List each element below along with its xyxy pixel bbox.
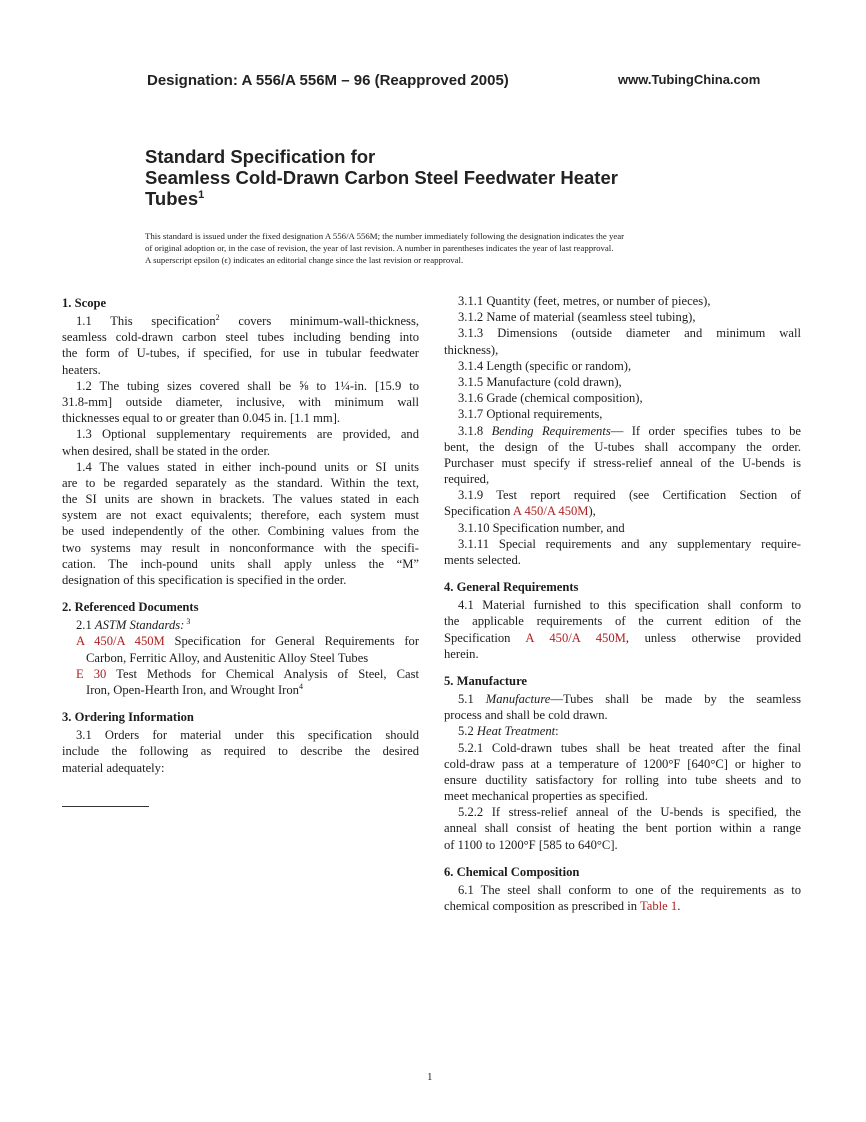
paragraph-line: 5.2.1 Cold-drawn tubes shall be heat treated after the final bbox=[458, 740, 801, 755]
paragraph-line: heaters. bbox=[62, 362, 101, 377]
section-heading-general-requirements: 4. General Requirements bbox=[444, 580, 579, 595]
list-item: required, bbox=[444, 472, 490, 487]
list-item bbox=[444, 503, 801, 519]
paragraph-line bbox=[62, 633, 419, 649]
paragraph-line: two systems may result in nonconformance with the specifi- bbox=[62, 540, 419, 555]
issuance-note-line-1: This standard is issued under the fixed designation A 556/A 556M; the number immediately following the designation indicates the year bbox=[145, 231, 625, 241]
text-span: ), bbox=[588, 504, 596, 519]
paragraph-line: system are not exact equivalents; therefore, each system must bbox=[62, 508, 419, 523]
text-span: Test Methods for Chemical Analysis of Steel, Cast bbox=[106, 666, 419, 681]
title-line-3 bbox=[145, 188, 785, 209]
text-span: Specification for General Requirements for bbox=[164, 634, 420, 649]
list-item: Purchaser must specify if stress-relief anneal of the U-bends is bbox=[444, 455, 801, 470]
list-item: 3.1.4 Length (specific or random), bbox=[458, 358, 632, 373]
text-span: Heat Treatment bbox=[476, 724, 556, 739]
paragraph-line: 3.1 Orders for material under this specification should bbox=[76, 728, 419, 743]
paragraph-line bbox=[444, 723, 801, 739]
footnote-mark: 4 bbox=[298, 681, 303, 691]
text-span: : bbox=[555, 724, 559, 739]
reference-link-e30[interactable]: E 30 bbox=[76, 666, 107, 681]
issuance-note-line-2: of original adoption or, in the case of revision, the year of last revision. A number in parentheses indicates the year of last reapproval. bbox=[145, 243, 614, 253]
paragraph-line: 31.8-mm] outside diameter, inclusive, with minimum wall bbox=[62, 394, 419, 409]
list-item: 3.1.6 Grade (chemical composition), bbox=[458, 391, 643, 406]
section-heading-manufacture: 5. Manufacture bbox=[444, 673, 528, 688]
section-heading-referenced-documents: 2. Referenced Documents bbox=[62, 600, 199, 615]
paragraph-line: process and shall be cold drawn. bbox=[444, 708, 608, 723]
list-item: 3.1.2 Name of material (seamless steel tubing), bbox=[458, 310, 696, 325]
paragraph-line: designation of this specification is specified in the order. bbox=[62, 573, 347, 587]
paragraph-line: thicknesses equal to or greater than 0.045 in. [1.1 mm]. bbox=[62, 411, 341, 426]
list-item: bent, the design of the U-tubes shall accompany the order. bbox=[444, 439, 801, 454]
paragraph-line: 4.1 Material furnished to this specification shall conform to bbox=[458, 598, 801, 613]
list-item: ments selected. bbox=[444, 553, 521, 567]
paragraph-line bbox=[62, 666, 419, 682]
paragraph-line: anneal shall consist of heating the bent portion within a range bbox=[444, 821, 801, 836]
reference-link-a450[interactable]: A 450/A 450M bbox=[76, 634, 165, 649]
list-item: 3.1.7 Optional requirements, bbox=[458, 407, 603, 422]
paragraph-line: 5.2.2 If stress-relief anneal of the U-bends is specified, the bbox=[458, 805, 801, 820]
list-item: thickness), bbox=[444, 342, 499, 357]
designation-header: Designation: A 556/A 556M – 96 (Reapproved 2005) bbox=[147, 72, 509, 89]
issuance-note bbox=[145, 230, 745, 266]
list-item: 3.1.10 Specification number, and bbox=[458, 520, 625, 535]
paragraph-line: cold-draw pass at a temperature of 1200°F [640°C] or higher to bbox=[444, 756, 801, 771]
title-footnote-mark: 1 bbox=[198, 189, 205, 201]
paragraph-line bbox=[62, 682, 419, 698]
text-span: 2.1 bbox=[76, 618, 95, 633]
footnote-mark: 2 bbox=[215, 313, 220, 322]
text-span: Specification bbox=[444, 504, 513, 519]
website-header: www.TubingChina.com bbox=[618, 72, 761, 87]
paragraph-line: herein. bbox=[444, 646, 479, 661]
text-span: covers minimum-wall-thickness, bbox=[219, 314, 419, 328]
list-item bbox=[444, 423, 801, 439]
paragraph-line: of 1100 to 1200°F [585 to 640°C]. bbox=[444, 837, 618, 852]
text-span: 5.2 bbox=[458, 724, 477, 739]
title-line-1: Standard Specification for bbox=[145, 146, 376, 167]
text-span: 5.1 bbox=[458, 691, 486, 706]
reference-link-a450[interactable]: A 450/A 450M bbox=[525, 630, 626, 645]
text-span: Manufacture bbox=[485, 691, 551, 706]
paragraph-line: material adequately: bbox=[62, 760, 165, 775]
paragraph-line: cation. The inch-pound units shall apply unless the “M” bbox=[62, 556, 419, 571]
title-line-2: Seamless Cold-Drawn Carbon Steel Feedwater Heater bbox=[145, 167, 618, 188]
text-span: Iron, Open-Hearth Iron, and Wrought Iron bbox=[86, 682, 299, 697]
list-item: 3.1.3 Dimensions (outside diameter and minimum wall bbox=[458, 326, 801, 341]
paragraph-line: Carbon, Ferritic Alloy, and Austenitic Alloy Steel Tubes bbox=[86, 650, 369, 665]
issuance-note-line-3: A superscript epsilon (ϵ) indicates an editorial change since the last revision or reapproval. bbox=[145, 255, 464, 265]
paragraph-line: meet mechanical properties as specified. bbox=[444, 789, 648, 804]
paragraph-line: 1.2 The tubing sizes covered shall be ⅝ to 1¼-in. [15.9 to bbox=[76, 378, 419, 393]
paragraph-line: 1.3 Optional supplementary requirements are provided, and bbox=[76, 427, 419, 442]
paragraph-line: include the following as required to describe the desired bbox=[62, 744, 419, 759]
text-span: 3.1.8 bbox=[458, 423, 492, 438]
footnote-mark: 3 bbox=[184, 617, 191, 627]
paragraph-line bbox=[62, 313, 419, 329]
text-span: Specification bbox=[444, 630, 526, 645]
page-number: 1 bbox=[427, 1071, 433, 1083]
text-span: 1.1 This specification bbox=[76, 314, 216, 328]
footnote-divider bbox=[62, 806, 149, 807]
paragraph-line bbox=[444, 898, 801, 914]
paragraph-line: the SI units are shown in brackets. The values stated in each bbox=[62, 492, 419, 507]
section-heading-ordering-information: 3. Ordering Information bbox=[62, 710, 194, 725]
list-item: 3.1.1 Quantity (feet, metres, or number of pieces), bbox=[458, 294, 711, 308]
document-title bbox=[145, 146, 785, 209]
reference-link-table-1[interactable]: Table 1 bbox=[639, 899, 678, 913]
paragraph-line: 1.4 The values stated in either inch-pound units or SI units bbox=[76, 459, 419, 474]
paragraph-line: be used independently of the other. Combining values from the bbox=[62, 524, 419, 539]
paragraph-line: when desired, shall be stated in the order. bbox=[62, 443, 271, 458]
paragraph-line bbox=[444, 691, 801, 707]
paragraph-line: ensure ductility satisfactory for rolling into tube sheets and to bbox=[444, 772, 801, 787]
text-span: — If order specifies tubes to be bbox=[610, 423, 801, 438]
paragraph-line bbox=[62, 617, 419, 633]
paragraph-line: the applicable requirements of the current edition of the bbox=[444, 614, 801, 629]
section-heading-scope: 1. Scope bbox=[62, 296, 107, 310]
text-span: Bending Requirements bbox=[491, 423, 611, 438]
text-span: . bbox=[677, 899, 681, 913]
list-item: 3.1.11 Special requirements and any supplementary require- bbox=[458, 536, 801, 551]
paragraph-line: seamless cold-drawn carbon steel tubes including bending into bbox=[62, 330, 419, 345]
list-item: 3.1.9 Test report required (see Certification Section of bbox=[458, 488, 801, 503]
section-heading-chemical-composition: 6. Chemical Composition bbox=[444, 864, 580, 879]
text-span: chemical composition as prescribed in bbox=[444, 899, 640, 913]
paragraph-line bbox=[444, 630, 801, 646]
text-span: , unless otherwise provided bbox=[625, 630, 802, 645]
paragraph-line: are to be regarded separately as the standard. Within the text, bbox=[62, 475, 419, 490]
paragraph-line: the form of U-tubes, if specified, for use in tubular feedwater bbox=[62, 346, 419, 361]
reference-link-a450[interactable]: A 450/A 450M bbox=[512, 504, 589, 519]
title-line-3-text: Tubes bbox=[145, 188, 199, 209]
text-span: —Tubes shall be made by the seamless bbox=[550, 691, 801, 706]
list-item: 3.1.5 Manufacture (cold drawn), bbox=[458, 374, 622, 389]
left-column bbox=[62, 293, 419, 776]
right-column bbox=[444, 293, 801, 914]
text-span: ASTM Standards: bbox=[94, 618, 185, 633]
paragraph-line: 6.1 The steel shall conform to one of the requirements as to bbox=[458, 882, 801, 897]
